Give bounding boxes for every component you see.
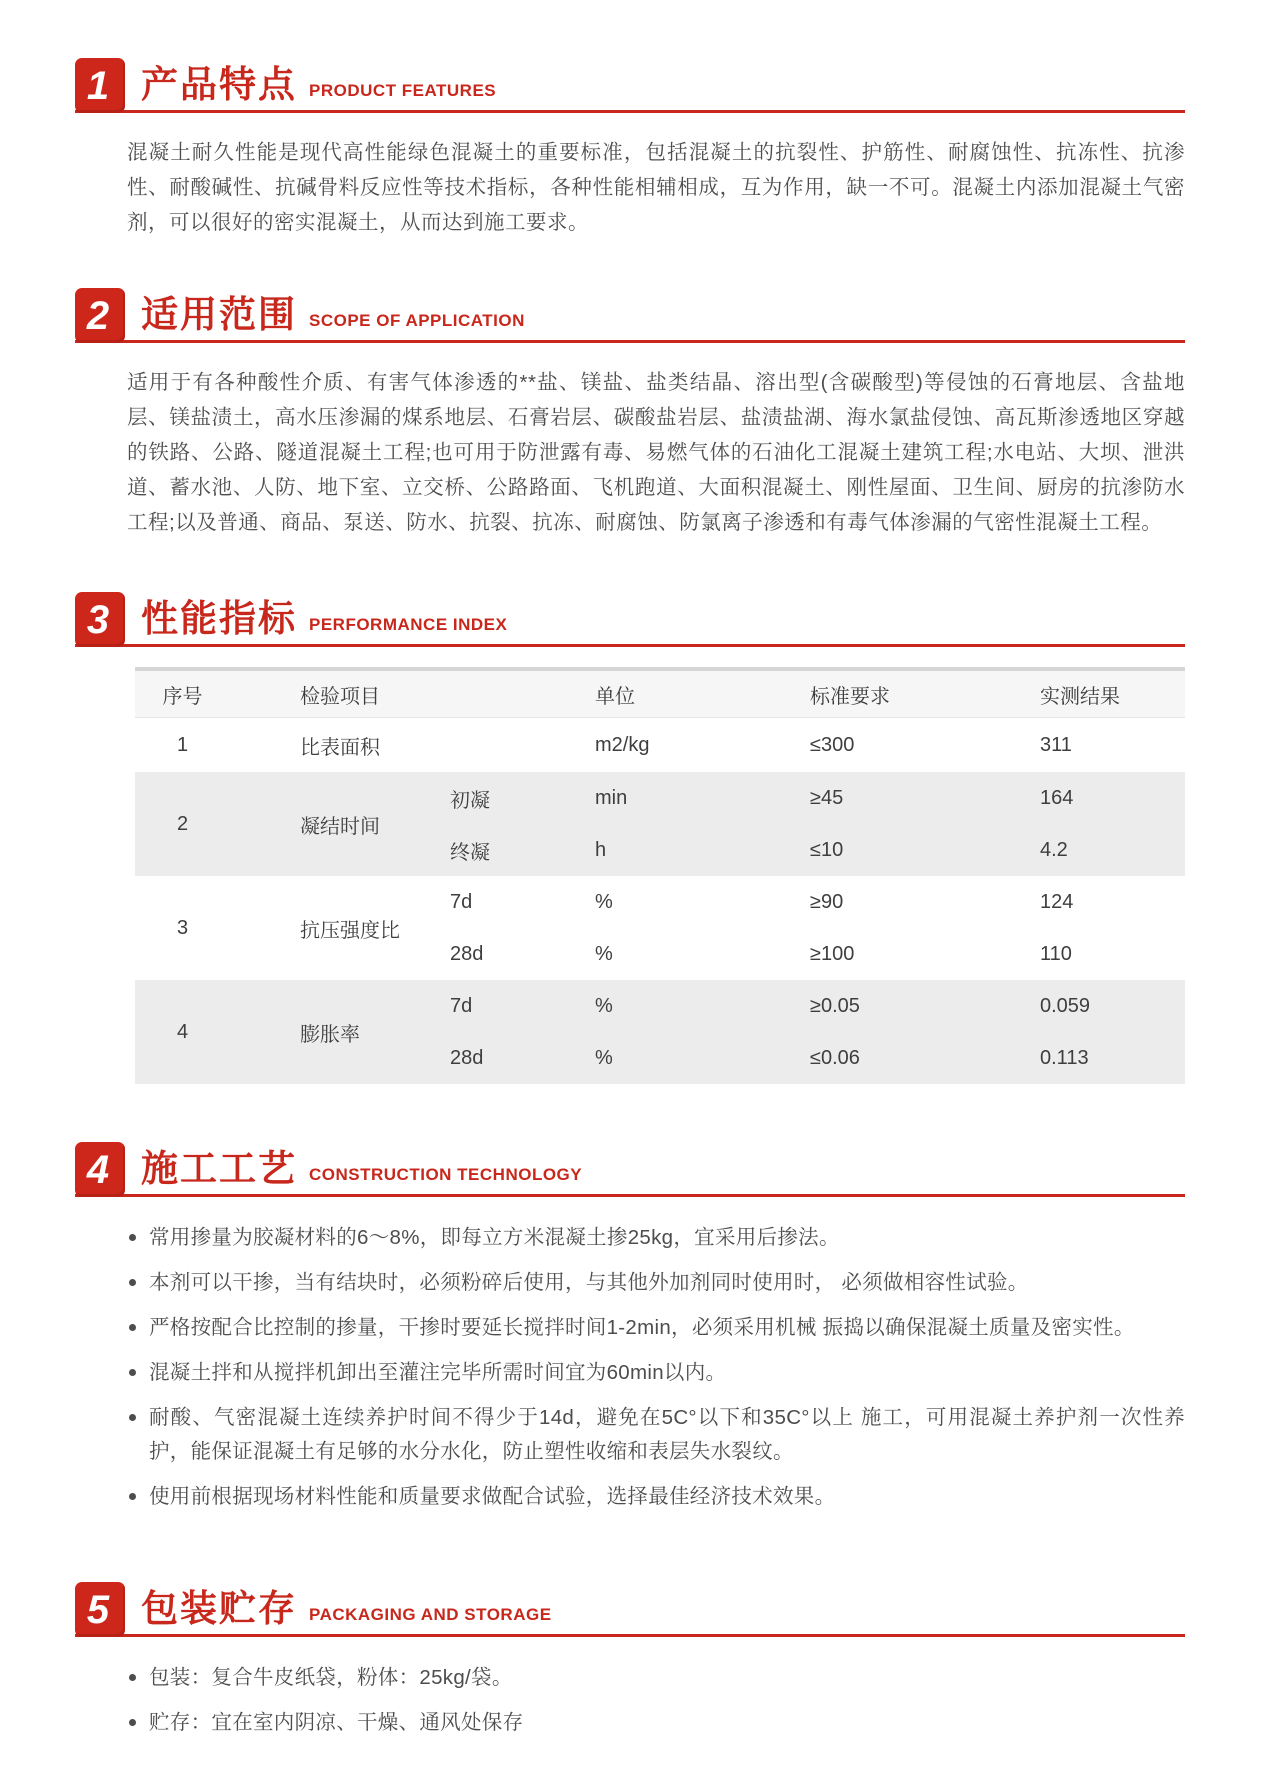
table-header-row (135, 671, 1185, 718)
cell-result: 311 (1040, 733, 1072, 756)
section-packaging-storage (75, 1576, 1185, 1740)
bullet-item (127, 1661, 1185, 1695)
section-header (75, 586, 1185, 647)
bullet-item (127, 1706, 1185, 1740)
bullet-dot-icon (129, 1674, 136, 1681)
cell-unit: m2/kg (595, 733, 650, 756)
section-number: 5 (86, 1587, 110, 1632)
bullet-text: 严格按配合比控制的掺量，干掺时要延长搅拌时间1-2min，必须采用机械 振捣以确保混凝土质量及密实性。 (149, 1316, 1135, 1339)
bullet-item (127, 1221, 1185, 1255)
cell-item: 膨胀率 (300, 1023, 360, 1046)
section-title-en: CONSTRUCTION TECHNOLOGY (309, 1165, 583, 1184)
section-header (75, 282, 1185, 343)
header-cell-unit: 单位 (595, 685, 635, 708)
cell-unit: % (595, 942, 613, 965)
section-number: 2 (86, 293, 110, 338)
bullet-item (127, 1401, 1185, 1469)
bullet-text: 常用掺量为胶凝材料的6～8%，即每立方米混凝土掺25kg，宜采用后掺法。 (149, 1226, 840, 1249)
cell-standard: ≥100 (810, 942, 855, 965)
header-cell-sub (430, 671, 595, 717)
cell-sub: 28d (450, 942, 484, 965)
section-construction-technology (75, 1136, 1185, 1514)
cell-result: 124 (1040, 890, 1074, 913)
cell-standard: ≥0.05 (810, 994, 860, 1017)
packaging-bullet-list (127, 1661, 1185, 1740)
section-number-badge (75, 1142, 125, 1197)
bullet-text: 包装：复合牛皮纸袋，粉体：25kg/袋。 (149, 1666, 513, 1689)
bullet-dot-icon (129, 1493, 136, 1500)
cell-no: 4 (176, 1020, 189, 1043)
header-cell-no: 序号 (162, 685, 203, 708)
section-title-en: PERFORMANCE INDEX (309, 615, 508, 634)
cell-unit: min (595, 786, 628, 809)
cell-result: 110 (1040, 942, 1072, 965)
table-row-group-4 (135, 980, 1185, 1084)
bullet-dot-icon (129, 1234, 136, 1241)
cell-standard: ≤300 (810, 733, 855, 756)
cell-standard: ≤10 (810, 838, 844, 861)
scope-paragraph: 适用于有各种酸性介质、有害气体渗透的**盐、镁盐、盐类结晶、溶出型(含碳酸型)等侵蚀的石膏地层、含盐地层、镁盐渍土，高水压渗漏的煤系地层、石膏岩层、碳酸盐岩层、盐渍盐湖、海水氯盐侵蚀、高瓦斯渗透地区穿越的铁路、公路、隧道混凝土工程;也可用于防泄露有毒、易燃气体的石油化工混凝土建筑工程;水电站、大坝、泄洪道、蓄水池、人防、地下室、立交桥、公路路面、飞机跑道、大面积混凝土、刚性屋面、卫生间、厨房的抗渗防水工程;以及普通、商品、泵送、防水、抗裂、抗冻、耐腐蚀、防氯离子渗透和有毒气体渗漏的气密性混凝土工程。 (127, 371, 1185, 534)
cell-unit: % (595, 994, 613, 1017)
cell-unit: % (595, 890, 613, 913)
cell-no: 3 (176, 916, 189, 939)
bullet-text: 贮存：宜在室内阴凉、干燥、通风处保存 (149, 1711, 524, 1734)
cell-sub: 7d (450, 994, 473, 1017)
section-title-zh: 产品特点 (141, 64, 297, 105)
section-number-badge (75, 58, 125, 113)
section-title-zh: 性能指标 (141, 598, 297, 639)
construction-bullet-list (127, 1221, 1185, 1514)
cell-sub (430, 718, 595, 772)
bullet-item (127, 1480, 1185, 1514)
bullet-item (127, 1356, 1185, 1390)
section-header (75, 1136, 1185, 1197)
cell-item: 抗压强度比 (300, 919, 400, 942)
table-row-group-3 (135, 876, 1185, 980)
cell-standard: ≥45 (810, 786, 844, 809)
section-title-zh: 施工工艺 (141, 1148, 297, 1189)
section-title-zh: 适用范围 (141, 294, 297, 335)
bullet-dot-icon (129, 1324, 136, 1331)
header-cell-item: 检验项目 (300, 685, 380, 708)
cell-sub: 初凝 (450, 789, 490, 812)
section-number-badge (75, 592, 125, 647)
cell-unit: % (595, 1046, 613, 1069)
cell-standard: ≤0.06 (810, 1046, 860, 1069)
section-performance-index (75, 586, 1185, 1084)
table-row-group-1 (135, 718, 1185, 772)
cell-result: 0.113 (1040, 1046, 1089, 1069)
bullet-dot-icon (129, 1414, 136, 1421)
features-paragraph: 混凝土耐久性能是现代高性能绿色混凝土的重要标准，包括混凝土的抗裂性、护筋性、耐腐蚀性、抗冻性、抗渗性、耐酸碱性、抗碱骨料反应性等技术指标，各种性能相辅相成，互为作用，缺一不可。混凝土内添加混凝土气密剂，可以很好的密实混凝土，从而达到施工要求。 (127, 141, 1185, 234)
section-number: 3 (86, 597, 110, 642)
bullet-dot-icon (129, 1369, 136, 1376)
section-number-badge (75, 288, 125, 343)
section-product-features (75, 52, 1185, 240)
section-title-en: PRODUCT FEATURES (309, 81, 497, 100)
table-row-group-2 (135, 772, 1185, 876)
cell-standard: ≥90 (810, 890, 844, 913)
cell-no: 1 (176, 733, 189, 756)
section-number: 1 (86, 63, 110, 108)
cell-item: 比表面积 (300, 736, 380, 759)
cell-sub: 28d (450, 1046, 484, 1069)
cell-item: 凝结时间 (300, 815, 380, 838)
section-number: 4 (86, 1147, 110, 1192)
cell-result: 4.2 (1040, 838, 1068, 861)
cell-no: 2 (176, 812, 189, 835)
bullet-text: 混凝土拌和从搅拌机卸出至灌注完毕所需时间宜为60min以内。 (149, 1361, 727, 1384)
section-title-zh: 包装贮存 (141, 1588, 297, 1629)
section-header (75, 1576, 1185, 1637)
bullet-dot-icon (129, 1719, 136, 1726)
bullet-text: 本剂可以干掺，当有结块时，必须粉碎后使用，与其他外加剂同时使用时， 必须做相容性试验。 (149, 1271, 1029, 1294)
bullet-dot-icon (129, 1279, 136, 1286)
section-title-en: SCOPE OF APPLICATION (309, 311, 525, 330)
cell-unit: h (595, 838, 607, 861)
section-header (75, 52, 1185, 113)
cell-result: 164 (1040, 786, 1074, 809)
section-scope-of-application (75, 282, 1185, 540)
cell-sub: 7d (450, 890, 473, 913)
section-title-en: PACKAGING AND STORAGE (309, 1605, 552, 1624)
bullet-item (127, 1266, 1185, 1300)
performance-table (135, 667, 1185, 1084)
bullet-item (127, 1311, 1185, 1345)
header-cell-result: 实测结果 (1040, 685, 1120, 708)
cell-result: 0.059 (1040, 994, 1091, 1017)
bullet-text: 耐酸、气密混凝土连续养护时间不得少于14d，避免在5C°以下和35C°以上 施工，可用混凝土养护剂一次性养护，能保证混凝土有足够的水分水化，防止塑性收缩和表层失水裂纹。 (149, 1406, 1185, 1463)
bullet-text: 使用前根据现场材料性能和质量要求做配合试验，选择最佳经济技术效果。 (149, 1485, 836, 1508)
header-cell-standard: 标准要求 (810, 685, 890, 708)
cell-sub: 终凝 (450, 841, 490, 864)
section-number-badge (75, 1582, 125, 1637)
